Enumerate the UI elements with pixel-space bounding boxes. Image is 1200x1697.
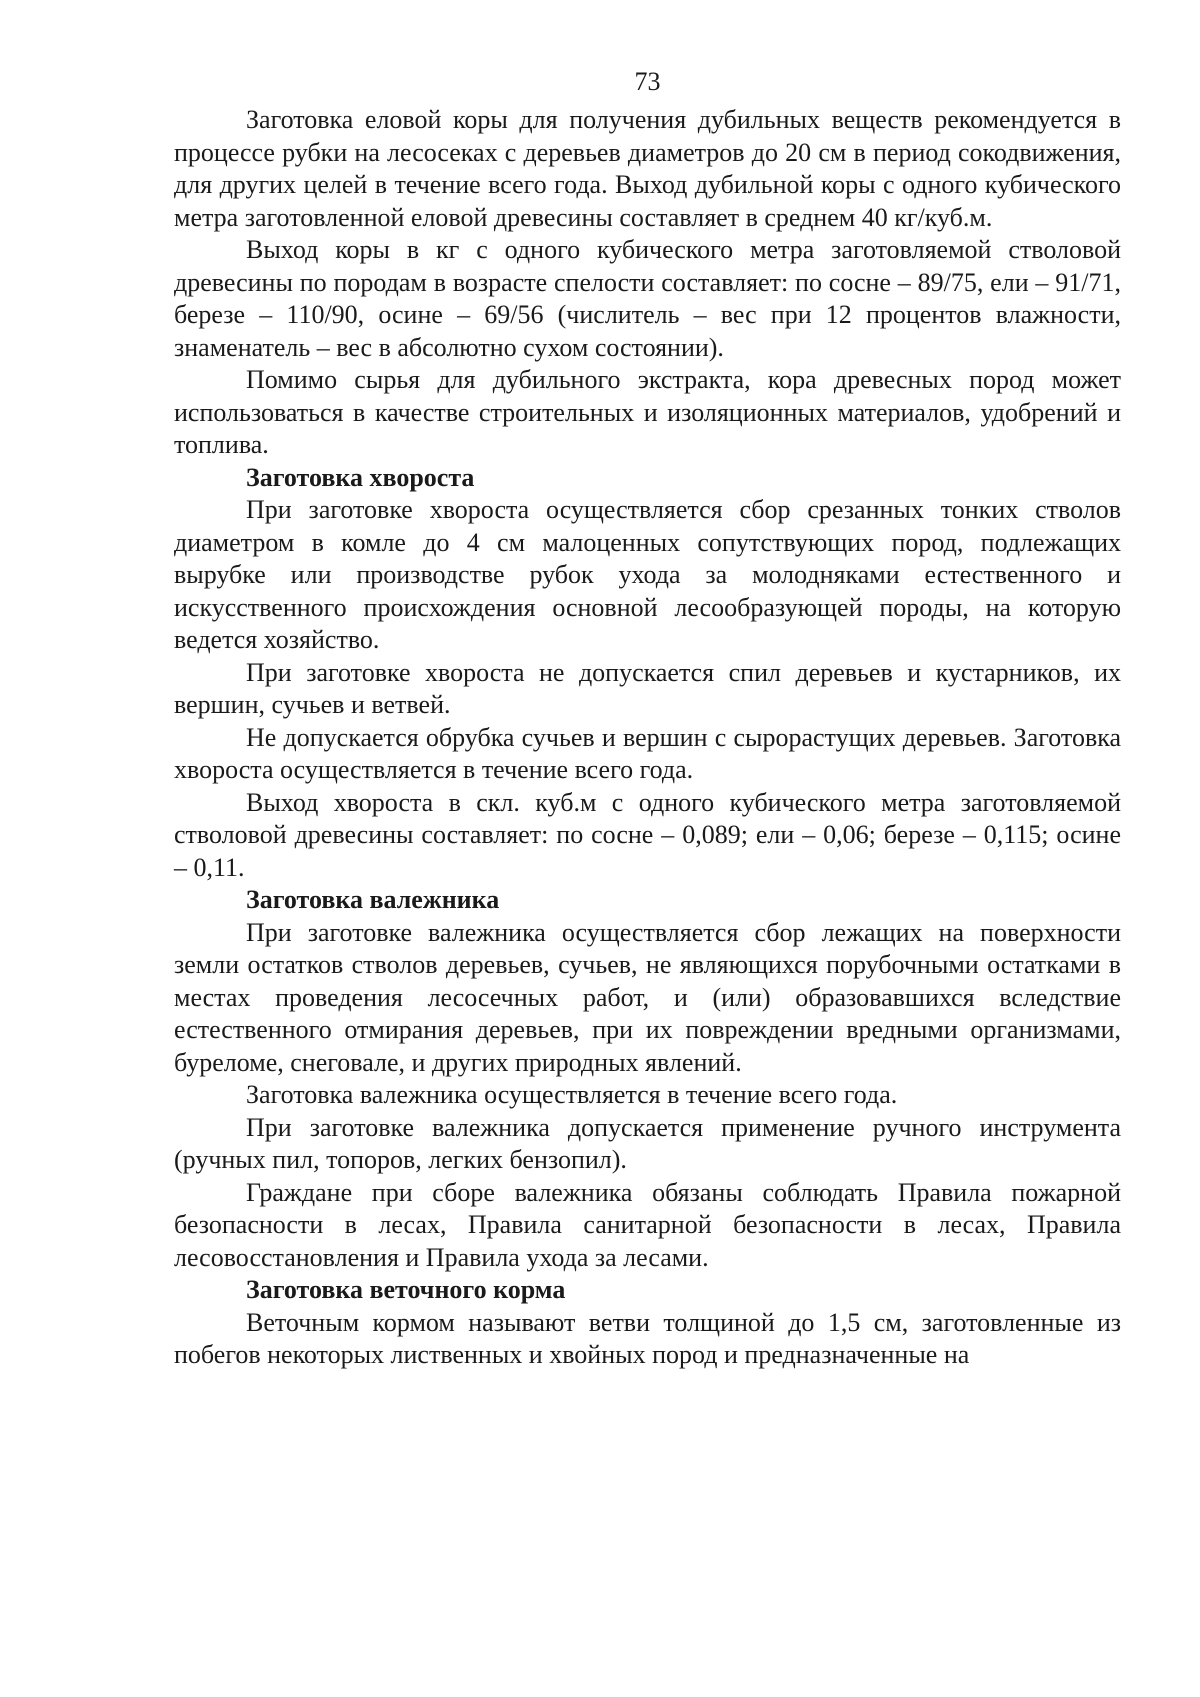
paragraph-brushwood-yield: Выход хвороста в скл. куб.м с одного кубического метра заготовляемой стволовой древесины составляет: по сосне – 0,089; ели – 0,06; березе – 0,115; осине – 0,11. [174,787,1121,882]
paragraph-twig-fodder: Веточным кормом называют ветви толщиной до 1,5 см, заготовленные из побегов некоторых лиственных и хвойных пород и предназначенные на [174,1307,1121,1369]
heading-deadwood: Заготовка валежника [246,885,500,914]
paragraph-brushwood-season: Не допускается обрубка сучьев и вершин с сырорастущих деревьев. Заготовка хвороста осуществляется в течение всего года. [174,722,1121,784]
paragraph-brushwood-prohibition: При заготовке хвороста не допускается спил деревьев и кустарников, их вершин, сучьев и ветвей. [174,657,1121,719]
paragraph-deadwood-rules: Граждане при сборе валежника обязаны соблюдать Правила пожарной безопасности в лесах, Правила санитарной безопасности в лесах, Правила лесовосстановления и Правила ухода за лесами. [174,1177,1121,1272]
paragraph-deadwood-season: Заготовка валежника осуществляется в течение всего года. [246,1080,898,1109]
paragraph-bark-yield: Выход коры в кг с одного кубического метра заготовляемой стволовой древесины по породам в возрасте спелости составляет: по сосне – 89/75, ели – 91/71, березе – 110/90, осине – 69/56 (числитель – вес при 12 процентов влажности, знаменатель – вес в абсолютно сухом состоянии). [174,235,1121,362]
paragraph-deadwood-collection: При заготовке валежника осуществляется сбор лежащих на поверхности земли остатков стволов деревьев, сучьев, не являющихся порубочными остатками в местах проведения лесосечных работ, и (или) образовавшихся вследствие естественного отмирания деревьев, при их повреждении вредными организмами, буреломе, снеговале, и других природных явлений. [174,917,1121,1077]
heading-brushwood: Заготовка хвороста [246,462,475,492]
paragraph-spruce-bark: Заготовка еловой коры для получения дубильных веществ рекомендуется в процессе рубки на лесосеках с деревьев диаметров до 20 см в период сокодвижения, для других целей в течение всего года. Выход дубильной коры с одного кубического метра заготовленной еловой древесины составляет в среднем 40 кг/куб.м. [174,105,1121,232]
heading-twig-fodder: Заготовка веточного корма [246,1275,566,1304]
paragraph-brushwood-collection: При заготовке хвороста осуществляется сбор срезанных тонких стволов диаметром в комле до 4 см малоценных сопутствующих пород, подлежащих вырубке или производстве рубок ухода за молодняками естественного и искусственного происхождения основной лесообразующей породы, на которую ведется хозяйство. [174,495,1121,654]
page-number: 73 [634,67,661,96]
paragraph-bark-uses: Помимо сырья для дубильного экстракта, кора древесных пород может использоваться в качестве строительных и изоляционных материалов, удобрений и топлива. [174,365,1121,459]
paragraph-deadwood-tools: При заготовке валежника допускается применение ручного инструмента (ручных пил, топоров, легких бензопил). [174,1112,1121,1174]
document-page [174,66,1121,1372]
